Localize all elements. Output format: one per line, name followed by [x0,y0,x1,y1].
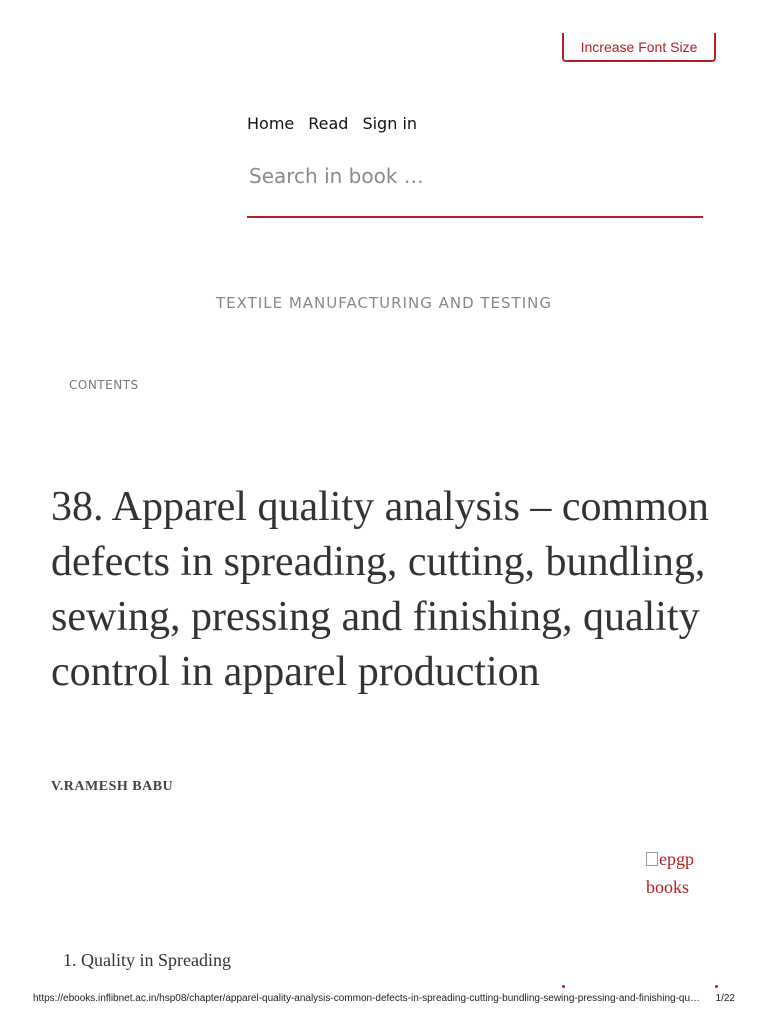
toc-item-quality-in-spreading[interactable]: 1. Quality in Spreading [63,950,231,970]
top-nav [247,114,417,133]
nav-sign-in-link[interactable]: Sign in [362,114,418,133]
search-container [247,150,703,218]
chapter-author: V.RAMESH BABU [51,779,174,794]
decorative-dot [562,985,565,988]
print-page-number: 1/22 [715,993,735,1004]
epgp-books-logo [646,845,710,901]
logo-alt-text: epgp books [646,849,694,897]
nav-home-link[interactable]: Home [247,114,295,133]
chapter-title: 38. Apparel quality analysis – common defects in spreading, cutting, bundling, sewing, pressing and finishing, quality control in apparel production [51,484,709,695]
nav-read-link[interactable]: Read [308,114,349,133]
book-title[interactable]: TEXTILE MANUFACTURING AND TESTING [216,294,552,312]
contents-toggle[interactable]: CONTENTS [69,378,139,392]
print-url: https://ebooks.inflibnet.ac.in/hsp08/chapter/apparel-quality-analysis-common-defects-in-spreading-cutting-bundling-sewing-pressing-and-finishing-qu… [33,993,701,1004]
search-input[interactable] [247,150,703,202]
decorative-dot [715,985,718,988]
increase-font-size-button[interactable]: Increase Font Size [562,33,716,62]
broken-image-icon [646,852,658,866]
